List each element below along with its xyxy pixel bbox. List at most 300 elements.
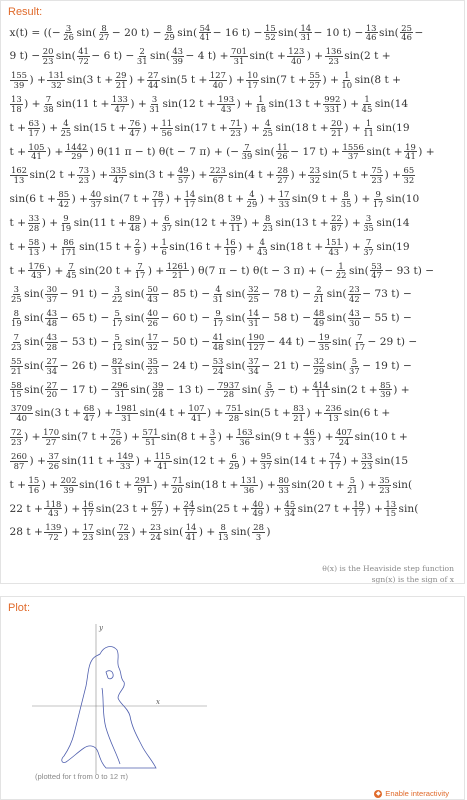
fraction bbox=[89, 190, 102, 209]
fraction-numerator: 136 bbox=[325, 46, 342, 57]
fraction-numerator: 54 bbox=[199, 22, 211, 33]
fraction-numerator: 83 bbox=[293, 403, 304, 414]
fraction bbox=[28, 119, 41, 138]
fraction bbox=[353, 333, 366, 352]
formula-line bbox=[9, 140, 461, 164]
fraction-denominator: 32 bbox=[309, 175, 321, 186]
fraction-denominator: 33 bbox=[278, 484, 289, 495]
fraction-numerator: 85 bbox=[58, 189, 70, 200]
fraction bbox=[82, 500, 95, 519]
fraction-numerator: 17 bbox=[82, 522, 94, 533]
fraction-denominator: 21 bbox=[172, 270, 183, 281]
fraction-numerator: 23 bbox=[150, 522, 161, 533]
fraction bbox=[42, 428, 60, 447]
formula-line bbox=[9, 235, 461, 259]
fraction-denominator: 17 bbox=[212, 317, 224, 328]
fraction-numerator: 17 bbox=[147, 331, 158, 342]
formula-line bbox=[9, 426, 461, 450]
formula-text: sin(6 t + bbox=[9, 193, 56, 206]
fraction-denominator: 35 bbox=[318, 341, 330, 352]
fraction bbox=[149, 523, 162, 542]
fraction-numerator: 53 bbox=[212, 355, 224, 366]
fraction bbox=[146, 309, 159, 328]
fraction bbox=[246, 71, 259, 90]
fraction-numerator: 28 bbox=[277, 165, 288, 176]
formula-text: sin(10 t + bbox=[354, 431, 408, 444]
fraction bbox=[10, 95, 23, 114]
fraction-numerator: 335 bbox=[110, 165, 127, 176]
enable-interactivity-link[interactable] bbox=[374, 789, 449, 798]
formula-text: sin( bbox=[24, 312, 44, 325]
fraction bbox=[163, 24, 176, 43]
fraction bbox=[10, 381, 23, 400]
formula-text: ) + bbox=[91, 169, 108, 182]
fraction-denominator: 37 bbox=[349, 365, 360, 376]
fraction bbox=[247, 357, 260, 376]
fraction-denominator: 47 bbox=[113, 175, 124, 186]
fraction-numerator: 260 bbox=[11, 450, 27, 461]
fraction bbox=[111, 95, 129, 114]
fraction-denominator: 27 bbox=[98, 32, 110, 43]
fraction-denominator: 18 bbox=[255, 103, 267, 114]
fraction bbox=[247, 309, 260, 328]
fraction-numerator: 7 bbox=[137, 260, 143, 271]
formula-text: sin(9 t + bbox=[291, 193, 339, 206]
fraction-denominator: 17 bbox=[134, 270, 146, 281]
fraction-numerator: 127 bbox=[209, 70, 226, 81]
fraction bbox=[171, 47, 184, 66]
formula-text: sin( bbox=[225, 359, 246, 372]
fraction bbox=[361, 452, 374, 471]
formula-text: sin( bbox=[177, 26, 198, 39]
formula-text: sin( bbox=[163, 526, 184, 539]
formula-text: t + bbox=[9, 478, 27, 491]
formula-text: sin(2 t + bbox=[331, 383, 378, 396]
fraction-denominator: 57 bbox=[177, 175, 189, 186]
formula-text: sin(t + bbox=[249, 50, 286, 63]
fraction-numerator: 8 bbox=[220, 522, 226, 533]
fraction bbox=[209, 71, 227, 90]
fraction bbox=[277, 476, 290, 495]
formula-text: sin(7 t + bbox=[103, 193, 151, 206]
formula-line bbox=[9, 473, 461, 497]
fraction-numerator: 35 bbox=[379, 474, 390, 485]
fraction bbox=[28, 143, 46, 162]
fraction bbox=[236, 428, 254, 447]
fraction bbox=[45, 285, 58, 304]
fraction bbox=[160, 238, 167, 257]
formula-text: ) + bbox=[306, 50, 324, 63]
formula-text: sin( bbox=[125, 312, 145, 325]
formula-text: ) bbox=[266, 526, 271, 539]
fraction-denominator: 28 bbox=[223, 389, 235, 400]
fraction-denominator: 21 bbox=[293, 413, 304, 424]
fraction-denominator: 13 bbox=[13, 175, 25, 186]
fraction bbox=[246, 190, 259, 209]
fraction-numerator: 14 bbox=[185, 522, 197, 533]
fraction bbox=[276, 143, 289, 162]
fraction-denominator: 38 bbox=[43, 103, 54, 114]
fraction-numerator: 32 bbox=[313, 355, 325, 366]
formula-text: − 91 t) − bbox=[59, 288, 110, 301]
fraction bbox=[362, 238, 375, 257]
fraction-numerator: 118 bbox=[45, 498, 62, 509]
fraction bbox=[185, 523, 198, 542]
formula-text: ) + bbox=[191, 169, 208, 182]
fraction-denominator: 32 bbox=[403, 175, 415, 186]
fraction-numerator: 49 bbox=[177, 165, 189, 176]
formula-line bbox=[9, 497, 461, 521]
fraction bbox=[217, 523, 230, 542]
fraction-numerator: 5 bbox=[266, 379, 273, 390]
fraction bbox=[260, 452, 273, 471]
formula-text: sin(16 t + bbox=[169, 240, 223, 253]
fraction bbox=[365, 24, 378, 43]
fraction-denominator: 28 bbox=[152, 389, 164, 400]
fraction-numerator: 15 bbox=[264, 22, 276, 33]
fraction bbox=[229, 214, 242, 233]
fraction bbox=[212, 357, 225, 376]
fraction-numerator: 133 bbox=[111, 93, 128, 104]
fraction bbox=[346, 476, 359, 495]
formula-line bbox=[9, 21, 461, 45]
fraction-denominator: 43 bbox=[220, 103, 232, 114]
fraction bbox=[177, 166, 190, 185]
formula-text: sin(15 t + bbox=[73, 121, 127, 134]
fraction-numerator: 17 bbox=[278, 189, 290, 200]
fraction bbox=[330, 119, 343, 138]
fraction-denominator: 25 bbox=[60, 127, 72, 138]
fraction bbox=[171, 476, 184, 495]
fraction-numerator: 3709 bbox=[11, 403, 33, 414]
formula-text: sin(15 bbox=[374, 454, 409, 467]
fraction-numerator: 407 bbox=[336, 427, 353, 438]
formula-text: sin(11 t + bbox=[61, 454, 115, 467]
fraction bbox=[146, 357, 159, 376]
fraction-numerator: 23 bbox=[349, 284, 360, 295]
formula-text: sin( bbox=[150, 50, 170, 63]
fraction bbox=[276, 166, 289, 185]
fraction bbox=[117, 523, 130, 542]
fraction-denominator: 20 bbox=[46, 389, 58, 400]
formula-text: sin(7 t + bbox=[260, 74, 307, 87]
fraction bbox=[134, 238, 141, 257]
fraction-numerator: 85 bbox=[380, 379, 391, 390]
fraction bbox=[372, 190, 385, 209]
fraction bbox=[370, 262, 383, 281]
fraction-numerator: 3 bbox=[114, 284, 120, 295]
fraction bbox=[217, 381, 240, 400]
fraction bbox=[362, 119, 375, 138]
formula-line bbox=[9, 283, 461, 307]
fraction-denominator: 27 bbox=[309, 79, 321, 90]
fraction-denominator: 23 bbox=[11, 341, 22, 352]
formula-text: sin( bbox=[254, 145, 275, 158]
fraction-denominator: 16 bbox=[28, 484, 40, 495]
fraction-denominator: 24 bbox=[150, 532, 161, 543]
fraction-numerator: 27 bbox=[147, 70, 159, 81]
fraction bbox=[299, 24, 312, 43]
formula-text: ) + bbox=[41, 216, 59, 229]
fraction-numerator: 2 bbox=[316, 284, 322, 295]
fraction-denominator: 37 bbox=[90, 198, 102, 209]
fraction-denominator: 17 bbox=[353, 508, 364, 519]
fraction-denominator: 87 bbox=[13, 460, 25, 471]
formula-text: sin(18 t + bbox=[270, 240, 324, 253]
fraction bbox=[128, 214, 141, 233]
fraction-numerator: 30 bbox=[46, 284, 58, 295]
formula-text: ) + bbox=[207, 407, 224, 420]
formula-line bbox=[9, 402, 461, 426]
formula-text: ) + bbox=[24, 431, 41, 444]
fraction-numerator: 11 bbox=[161, 117, 173, 128]
fraction bbox=[261, 119, 274, 138]
formula-text: sin(4 t + bbox=[228, 169, 275, 182]
fraction-numerator: 19 bbox=[405, 141, 416, 152]
fraction-numerator: 23 bbox=[309, 165, 321, 176]
formula-text: ) + bbox=[41, 240, 59, 253]
formula-text: sin( bbox=[326, 288, 347, 301]
fraction-numerator: 7 bbox=[357, 331, 363, 342]
fraction-denominator: 46 bbox=[365, 32, 377, 43]
fraction bbox=[318, 333, 331, 352]
fraction bbox=[335, 262, 348, 281]
fraction-denominator: 37 bbox=[161, 222, 173, 233]
plot-caption: (plotted for t from 0 to 12 π) bbox=[35, 772, 129, 781]
formula-text: − 85 t) − bbox=[160, 288, 211, 301]
formula-text: sin(17 t + bbox=[174, 121, 228, 134]
plot-svg bbox=[22, 618, 212, 774]
fraction bbox=[342, 143, 365, 162]
fraction bbox=[384, 500, 397, 519]
fraction-numerator: 7 bbox=[365, 236, 372, 247]
fraction-denominator: 37 bbox=[46, 294, 58, 305]
fraction-denominator: 21 bbox=[313, 294, 325, 305]
formula-text: − 29 t) − bbox=[367, 335, 418, 348]
formula-text: sin(13 t + bbox=[275, 216, 329, 229]
fraction-denominator: 23 bbox=[328, 56, 340, 67]
fraction-denominator: 11 bbox=[315, 389, 327, 400]
formula-text: ) + bbox=[71, 193, 88, 206]
fraction-denominator: 29 bbox=[228, 460, 240, 471]
fraction-numerator: 75 bbox=[371, 165, 383, 176]
fraction-denominator: 3 bbox=[255, 532, 262, 543]
fraction-numerator: 16 bbox=[82, 498, 94, 509]
fraction-numerator: 76 bbox=[129, 117, 141, 128]
formula-line bbox=[9, 188, 461, 212]
fraction-numerator: 2 bbox=[134, 236, 141, 247]
formula-text: ) + bbox=[344, 121, 361, 134]
fraction-denominator: 49 bbox=[313, 317, 325, 328]
fraction bbox=[148, 95, 161, 114]
fraction bbox=[370, 166, 383, 185]
fraction-numerator: 78 bbox=[152, 189, 164, 200]
fraction-numerator: 1 bbox=[338, 260, 344, 271]
fraction bbox=[348, 285, 361, 304]
formula-text: ) + bbox=[342, 454, 360, 467]
formula-text: ) + bbox=[29, 74, 46, 87]
fraction-numerator: 45 bbox=[284, 498, 296, 509]
fraction-numerator: 296 bbox=[111, 379, 128, 390]
formula-text: sin( bbox=[225, 335, 246, 348]
fraction-denominator: 27 bbox=[151, 508, 163, 519]
fraction-denominator: 39 bbox=[241, 151, 253, 162]
fraction-denominator: 41 bbox=[31, 151, 42, 162]
fraction-denominator: 34 bbox=[46, 365, 58, 376]
fraction-numerator: 35 bbox=[147, 355, 158, 366]
fraction bbox=[252, 523, 265, 542]
fraction-denominator: 21 bbox=[347, 484, 358, 495]
fraction bbox=[362, 214, 375, 233]
fraction-numerator: 11 bbox=[277, 141, 288, 152]
fraction bbox=[352, 500, 365, 519]
fraction bbox=[60, 238, 78, 257]
fraction-numerator: 7937 bbox=[218, 379, 240, 390]
fraction-numerator: 55 bbox=[11, 355, 22, 366]
fraction-denominator: 23 bbox=[147, 365, 158, 376]
fraction-denominator: 48 bbox=[212, 341, 224, 352]
fraction-denominator: 24 bbox=[212, 365, 224, 376]
fraction-denominator: 87 bbox=[331, 222, 342, 233]
fraction bbox=[10, 404, 33, 423]
formula-text: − 65 t) − bbox=[59, 312, 110, 325]
fraction bbox=[212, 285, 225, 304]
fraction bbox=[10, 333, 23, 352]
fraction-numerator: 3 bbox=[65, 22, 72, 33]
fraction-denominator: 23 bbox=[82, 532, 94, 543]
formula-text: sin(14 t + bbox=[273, 454, 328, 467]
fraction-denominator: 37 bbox=[347, 151, 359, 162]
formula-text: sin(18 t + bbox=[185, 478, 239, 491]
formula-text: sin(12 t + bbox=[173, 454, 227, 467]
fraction-numerator: 14 bbox=[300, 22, 312, 33]
fraction bbox=[128, 119, 141, 138]
fraction-denominator: 23 bbox=[262, 222, 273, 233]
fraction-numerator: 105 bbox=[28, 141, 45, 152]
fraction bbox=[10, 452, 28, 471]
fraction-numerator: 40 bbox=[90, 189, 102, 200]
fraction-denominator: 51 bbox=[145, 436, 156, 447]
formula-text: sin(8 t + bbox=[354, 74, 401, 87]
fraction bbox=[241, 143, 254, 162]
formula-text: − 20 t) − bbox=[111, 26, 162, 39]
fraction-numerator: 6 bbox=[164, 212, 170, 223]
formula-text: sin(10 bbox=[386, 193, 420, 206]
fraction-denominator: 26 bbox=[48, 460, 60, 471]
fraction bbox=[160, 214, 173, 233]
fraction bbox=[183, 500, 196, 519]
fraction bbox=[28, 214, 41, 233]
fraction-denominator: 11 bbox=[363, 127, 374, 138]
fraction-numerator: 43 bbox=[46, 308, 58, 319]
formula-text: ) + bbox=[130, 97, 147, 110]
fraction bbox=[228, 452, 241, 471]
fraction bbox=[60, 476, 78, 495]
formula-text: ) + bbox=[344, 240, 361, 253]
fraction-denominator: 72 bbox=[78, 56, 89, 67]
fraction-denominator: 13 bbox=[28, 246, 40, 257]
fraction-numerator: 86 bbox=[63, 236, 74, 247]
formula-text: ) + bbox=[243, 121, 260, 134]
formula-text: ) + bbox=[322, 74, 339, 87]
fraction-numerator: 4 bbox=[249, 189, 255, 200]
fraction-numerator: 193 bbox=[218, 93, 235, 104]
fraction bbox=[379, 381, 392, 400]
formula-text: − 6 t) − bbox=[91, 50, 135, 63]
fraction-denominator: 17 bbox=[183, 508, 195, 519]
fraction-numerator: 71 bbox=[230, 117, 241, 128]
formula-text: 22 t + bbox=[9, 502, 43, 515]
x-axis-label: x bbox=[156, 698, 160, 706]
formula-text: sin(5 t + bbox=[161, 74, 208, 87]
formula-text: ) + bbox=[306, 407, 323, 420]
formula-text: sin( bbox=[241, 383, 262, 396]
fraction bbox=[324, 404, 342, 423]
fraction-numerator: 48 bbox=[313, 308, 325, 319]
fraction bbox=[65, 143, 88, 162]
curve-path bbox=[62, 647, 156, 768]
fraction-denominator: 23 bbox=[78, 175, 90, 186]
formula-text: t + bbox=[9, 264, 27, 277]
fraction-denominator: 32 bbox=[147, 341, 158, 352]
fraction-numerator: 20 bbox=[331, 117, 342, 128]
fraction-denominator: 29 bbox=[246, 198, 258, 209]
fraction bbox=[62, 24, 75, 43]
formula-text: sin(14 bbox=[376, 216, 410, 229]
fraction-denominator: 43 bbox=[328, 246, 340, 257]
fraction-numerator: 1 bbox=[365, 117, 372, 128]
formula-text: − 53 t) − bbox=[59, 335, 110, 348]
fraction-numerator: 176 bbox=[28, 260, 45, 271]
formula-text: ) + bbox=[142, 216, 159, 229]
fraction-denominator: 67 bbox=[212, 175, 224, 186]
formula-text: ) + bbox=[217, 431, 235, 444]
fraction bbox=[313, 357, 326, 376]
fraction-denominator: 32 bbox=[51, 79, 62, 90]
fraction-numerator: 63 bbox=[28, 117, 40, 128]
fraction-denominator: 31 bbox=[149, 103, 160, 114]
fraction-denominator: 26 bbox=[110, 436, 122, 447]
formula-text: ) + bbox=[47, 264, 64, 277]
fraction-numerator: 190 bbox=[248, 331, 265, 342]
fraction-denominator: 31 bbox=[233, 56, 245, 67]
fraction bbox=[292, 404, 305, 423]
fraction-denominator: 28 bbox=[28, 222, 40, 233]
fraction-denominator: 72 bbox=[48, 532, 59, 543]
notes bbox=[154, 563, 454, 585]
fraction-denominator: 33 bbox=[304, 436, 315, 447]
formula-text: ) + bbox=[243, 216, 260, 229]
fraction bbox=[303, 428, 316, 447]
fraction-numerator: 149 bbox=[117, 450, 134, 461]
fraction bbox=[109, 428, 122, 447]
fraction-denominator: 15 bbox=[11, 389, 22, 400]
fraction bbox=[325, 47, 343, 66]
fraction bbox=[45, 381, 58, 400]
fraction-numerator: 9 bbox=[215, 308, 221, 319]
formula-text: ) + bbox=[63, 502, 81, 515]
fraction bbox=[404, 143, 417, 162]
fraction bbox=[378, 476, 391, 495]
fraction-numerator: 13 bbox=[11, 93, 22, 104]
fraction-numerator: 4 bbox=[264, 117, 271, 128]
formula-text: sin( bbox=[55, 50, 76, 63]
fraction-denominator: 23 bbox=[371, 175, 383, 186]
fraction-numerator: 67 bbox=[151, 498, 163, 509]
formula-text: − 26 t) − bbox=[59, 359, 110, 372]
fraction-numerator: 4 bbox=[63, 117, 69, 128]
fraction-numerator: 19 bbox=[318, 331, 330, 342]
